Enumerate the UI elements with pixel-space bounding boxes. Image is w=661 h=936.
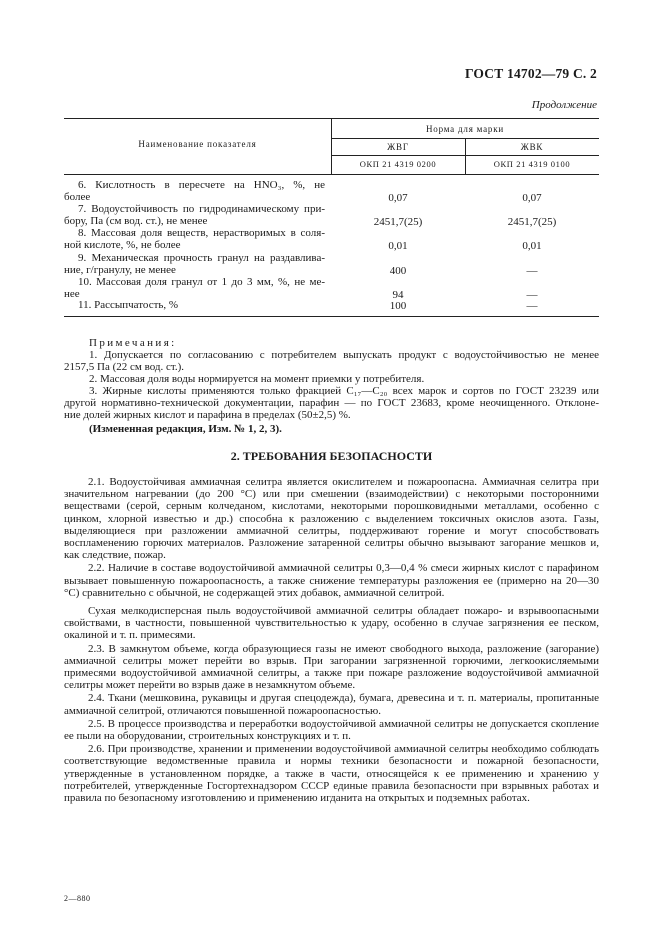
table-row-9-value-2: — — [526, 265, 538, 277]
paragraph-2-2: 2.2. Наличие в составе водоустойчивой аммиачной селитры 0,3—0,4 % смеси жирных кислот с парафином вызывает повышенную пожароопасность, а также снижение температуры разложения ее (примерно на 20—30 °С) сравнительно с обычной, не содержащей этих добавок, аммиачной селитрой. — [64, 562, 599, 599]
amendment-note: (Измененная редакция, Изм. № 1, 2, 3). — [89, 423, 282, 435]
table-okp-rule — [331, 155, 599, 156]
table-row-7-value-1: 2451,7(25) — [373, 216, 423, 228]
table-row-9-value-1: 400 — [389, 265, 407, 277]
table-row-7-value-2: 2451,7(25) — [507, 216, 557, 228]
table-row-9-line1: 9. Механическая прочность гранул на раздавлива- — [78, 252, 325, 264]
note-3-line1: 3. Жирные кислоты применяются только фракцией C₁₇—C₂₀ всех марок и сортов по ГОСТ 23239 или — [89, 385, 599, 397]
table-row-11-line1: 11. Рассыпчатость, % — [78, 299, 179, 311]
note-1-line2: 2157,5 Па (22 см вод. ст.). — [64, 361, 185, 373]
paragraph-2-5: 2.5. В процессе производства и переработки водоустойчивой аммиачной селитры не допускается скопление ее пыли на оборудовании, строительных конструкциях и т. п. — [64, 717, 599, 743]
column-header-indicator: Наименование показателя — [138, 139, 257, 149]
table-row-8-value-1: 0,01 — [388, 240, 408, 252]
note-3-line3: ние долей жирных кислот и парафина в пределах (50±2,5) %. — [64, 409, 351, 421]
table-row-8-line1: 8. Массовая доля веществ, нерастворимых в соля- — [78, 227, 325, 239]
paragraph-2-3: 2.3. В замкнутом объеме, когда образующиеся газы не имеют свободного выхода, разложение (загорание) аммиачной селитры может перейти во взрыв. При загорании загрязненной горючими, легкоокисляемыми примесями водоустойчивой аммиачной селитры, а также при пожаре разложение водоустойчивой аммиачной селитры может перейти во взрыв даже в незамкнутом объеме. — [64, 642, 599, 692]
column-header-norm: Норма для марки — [425, 124, 505, 134]
table-row-10-value-2: — — [526, 289, 538, 301]
table-bottom-rule — [64, 316, 599, 317]
paragraph-2-4: 2.4. Ткани (мешковина, рукавицы и другая спецодежда), бумага, древесина и т. п. материалы, пропитанные аммиачной селитрой, отличаются повышенной пожароопасностью. — [64, 692, 599, 717]
page-header: ГОСТ 14702—79 С. 2 — [464, 66, 597, 81]
print-code: 2—880 — [64, 894, 91, 903]
table-row-10-line1: 10. Массовая доля гранул от 1 до 3 мм, %, не ме- — [78, 276, 325, 288]
paragraph-2-2-cont: Сухая мелкодисперсная пыль водоустойчивой аммиачной селитры обладает пожаро- и взрывоопасными свойствами, в частности, повышенной чувствительностью к удару, особенно в случае загрязнения ее песком, окалиной и т. п. примесями. — [64, 605, 599, 642]
table-header-bottom-rule — [64, 174, 599, 175]
table-row-10-line2: нее — [64, 288, 80, 300]
table-row-7-line1: 7. Водоустойчивость по гидродинамическому при- — [78, 203, 325, 215]
continuation-label: Продолжение — [531, 99, 597, 111]
section-title: 2. ТРЕБОВАНИЯ БЕЗОПАСНОСТИ — [230, 449, 433, 463]
table-row-6-value-1: 0,07 — [388, 192, 408, 204]
note-3-line2: другой нормативно-технической документации, парафин — по ГОСТ 23683, кроме неочищенного. Отклоне- — [64, 397, 599, 409]
table-norm-rule — [331, 138, 599, 139]
okp-code-1: ОКП 21 4319 0200 — [359, 159, 437, 169]
table-row-8-line2: ной кислоте, %, не более — [64, 239, 181, 251]
note-2: 2. Массовая доля воды нормируется на момент приемки у потребителя. — [89, 373, 425, 385]
table-row-6-line2: более — [64, 191, 91, 203]
section-body — [64, 476, 599, 804]
table-row-8-value-2: 0,01 — [522, 240, 542, 252]
table-row-10-value-1: 94 — [392, 289, 404, 301]
paragraph-2-6: 2.6. При производстве, хранении и применении водоустойчивой аммиачной селитры необходимо соблюдать соответствующие ведомственные правила и нормы техники безопасности и пожарной безопасности, утвержденные в установленном порядке, а также в части, относящейся к ее применению и хранению у потребителей, утвержденные Госгортехнадзором СССР единые правила безопасности при взрывных работах и правила по безопасному изготовлению и применению игданита на открытых и подземных работах. — [64, 743, 599, 805]
notes-title: Примечания: — [89, 337, 177, 349]
okp-code-2: ОКП 21 4319 0100 — [493, 159, 571, 169]
table-row-9-line2: ние, г/гранулу, не менее — [64, 264, 176, 276]
table-row-7-line2: бору, Па (см вод. ст.), не менее — [64, 215, 208, 227]
table-row-11-value-2: — — [526, 300, 538, 312]
note-1-line1: 1. Допускается по согласованию с потребителем выпускать продукт с водоустойчивостью не менее — [89, 349, 599, 361]
table-row-11-value-1: 100 — [389, 300, 407, 312]
paragraph-2-1: 2.1. Водоустойчивая аммиачная селитра является окислителем и пожароопасна. Аммиачная селитра при значительном нагревании (до 200 °С) или при смешении (взаимодействии) с некоторыми посторонними веществами (серой, серным колчеданом, кислотами, некоторыми порошковидными металлами, особенно с цинком, хлорной известью и др.) способна к разложению с выделением токсичных окислов азота. Газы, выделяющиеся при разложении аммиачной селитры, поддерживают горение и могут способствовать воспламенению горючих материалов. Разложение затаренной селитры обычно вызывают загорание мешков и, как следствие, пожар. — [64, 476, 599, 562]
table-row-6-line1: 6. Кислотность в пересчете на HNO₃, %, не — [78, 179, 325, 191]
table-row-6-value-2: 0,07 — [522, 192, 542, 204]
column-header-grade-1: ЖВГ — [387, 142, 409, 152]
column-header-grade-2: ЖВК — [520, 142, 544, 152]
